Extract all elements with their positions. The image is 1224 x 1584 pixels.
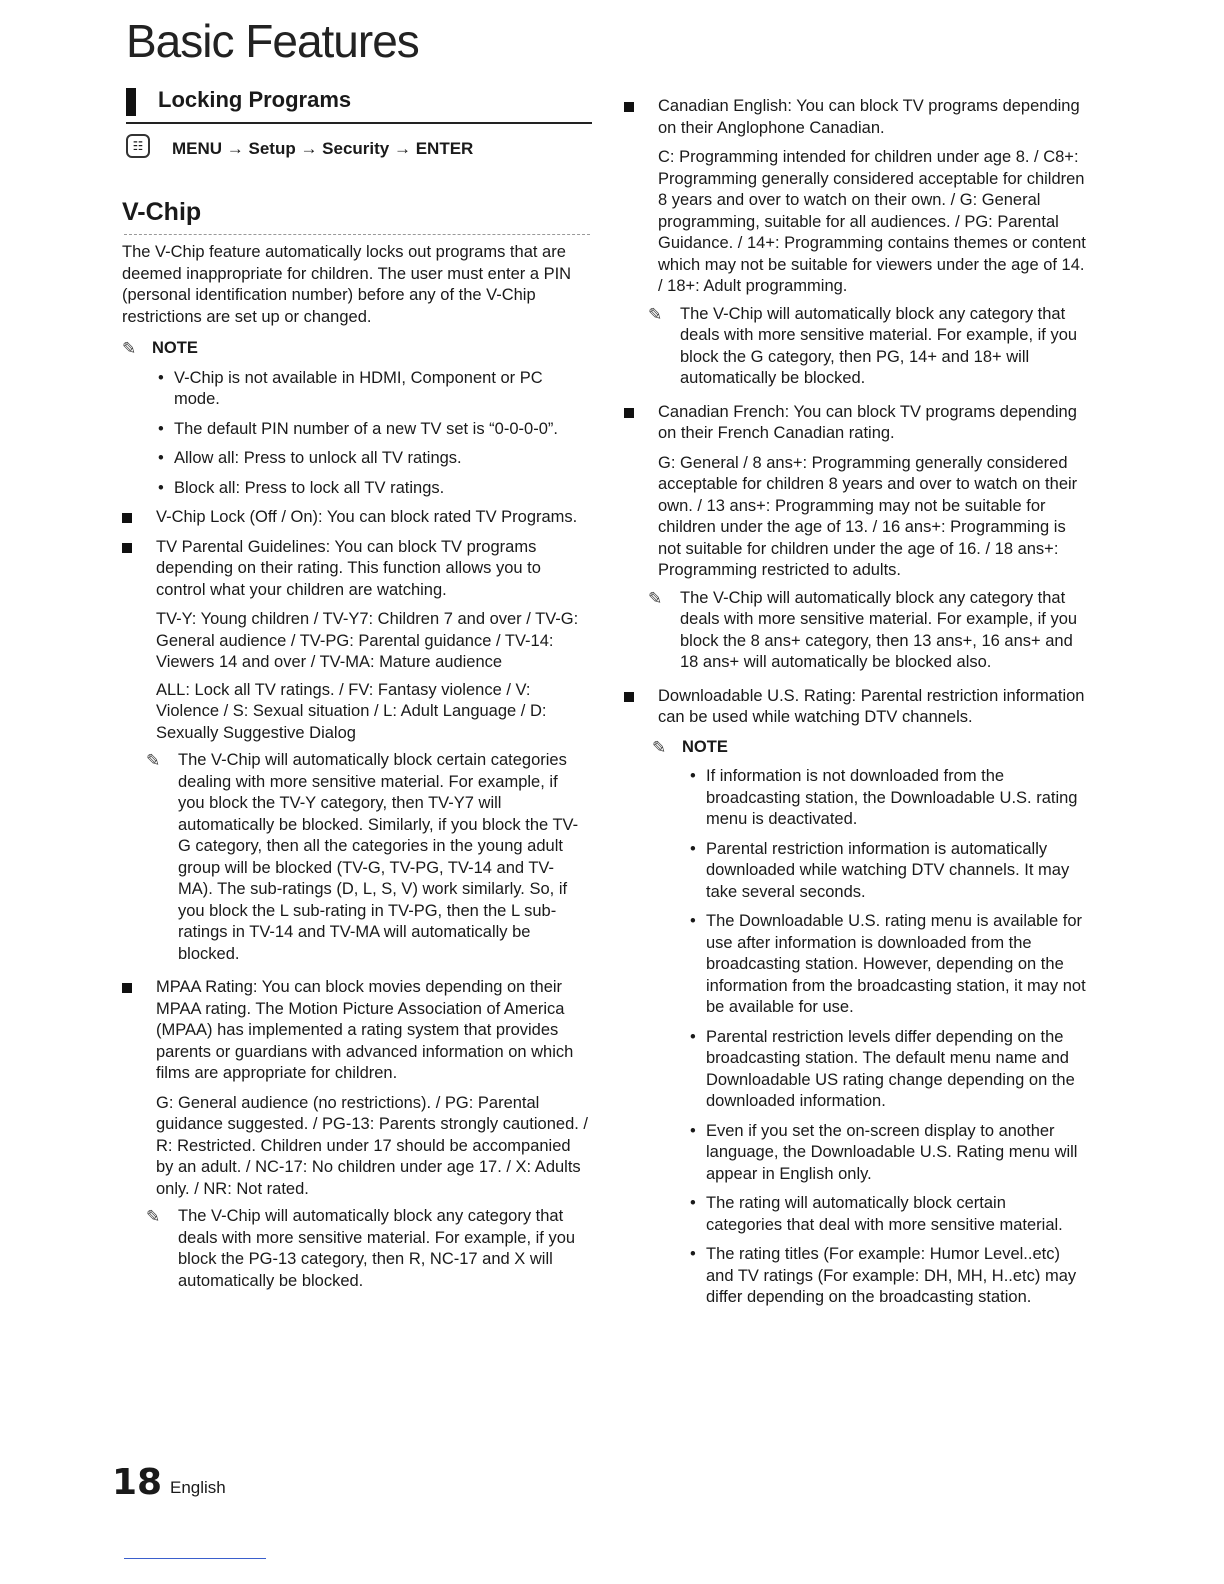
list-item: • If information is not downloaded from the broadcasting station, the Downloadable U.S. rating menu is deactivated. [688, 766, 1086, 831]
tv-guidelines-item: TV Parental Guidelines: You can block TV programs depending on their rating. This function allows you to control what your children are watching. [122, 537, 588, 602]
tv-subratings-list: ALL: Lock all TV ratings. / FV: Fantasy violence / V: Violence / S: Sexual situation / L: Adult Language / D: Sexually Suggestive Dialog [156, 680, 547, 742]
list-item: • The default PIN number of a new TV set is “0-0-0-0”. [156, 419, 588, 441]
mpaa-ratings-list: G: General audience (no restrictions). / PG: Parental guidance suggested. / PG-13: Parents strongly cautioned. / R: Restricted. Children under 17 should be accompanied by an adult. / NC-17: No children under age 17. / X: Adults only. / NR: Not rated. [156, 1093, 589, 1198]
square-bullet-icon [624, 692, 634, 702]
list-item: • The rating will automatically block certain categories that deal with more sensitive material. [688, 1193, 1086, 1236]
square-bullet-icon [122, 513, 132, 523]
page-number: 18 [112, 1462, 163, 1503]
section-heading: Locking Programs [158, 87, 352, 112]
square-bullet-icon [122, 983, 132, 993]
page-language: English [170, 1478, 226, 1497]
pencil-note-icon: ✎ [122, 339, 137, 358]
pencil-note-icon: ✎ [652, 737, 667, 757]
left-column [122, 242, 588, 1304]
vchip-lock-item: V-Chip Lock (Off / On): You can block rated TV Programs. [122, 507, 588, 529]
right-column [624, 96, 1086, 1317]
list-item: • Allow all: Press to unlock all TV ratings. [156, 448, 588, 470]
mpaa-note: ✎ The V-Chip will automatically block any category that deals with more sensitive material. For example, if you block the PG-13 category, then R, NC-17 and X will automatically be blocked. [146, 1207, 576, 1290]
note-list [122, 368, 588, 500]
tv-guidelines-note: ✎ The V-Chip will automatically block certain categories dealing with more sensitive material. For example, if you block the TV-Y category, then TV-Y7 will automatically be blocked. Similarly, if you block the TV-G category, then all the categories in the young adult group will be blocked (TV-G, TV-PG, TV-14 and TV-MA). The sub-ratings (D, L, S, V) work similarly. So, if you block the L sub-rating in TV-PG, then the L sub-ratings in TV-14 and TV-MA will automatically be blocked. [146, 751, 579, 963]
section-divider [126, 122, 592, 124]
vchip-intro: The V-Chip feature automatically locks out programs that are deemed inappropriate for children. The user must enter a PIN (personal identification number) before any of the V-Chip restrictions are set up or changed. [122, 243, 572, 326]
list-item: • V-Chip is not available in HDMI, Component or PC mode. [156, 368, 588, 411]
list-item: • The Downloadable U.S. rating menu is available for use after information is downloaded from the broadcasting station. However, depending on the information from the broadcasting station, it may not be available for use. [688, 911, 1086, 1019]
canadian-english-item: Canadian English: You can block TV programs depending on their Anglophone Canadian. [624, 96, 1086, 139]
list-item: • Parental restriction levels differ depending on the broadcasting station. The default menu name and Downloadable US rating change depending on the downloaded information. [688, 1027, 1086, 1113]
square-bullet-icon [122, 543, 132, 553]
canadian-french-item: Canadian French: You can block TV programs depending on their French Canadian rating. [624, 402, 1086, 445]
list-item: • Even if you set the on-screen display to another language, the Downloadable U.S. Rating menu will appear in English only. [688, 1121, 1086, 1186]
canadian-english-ratings: C: Programming intended for children under age 8. / C8+: Programming generally considered acceptable for children 8 years and over to watch on their own. / G: General programming, suitable for all audiences. / PG: Parental Guidance. / 14+: Programming contains themes or content which may not be suitable for viewers under the age of 14. / 18+: Adult programming. [658, 148, 1086, 295]
section-bar [126, 88, 136, 116]
remote-icon: ☷ [126, 134, 150, 158]
list-item: • The rating titles (For example: Humor Level..etc) and TV ratings (For example: DH, MH, H..etc) may differ depending on the broadcasting station. [688, 1244, 1086, 1309]
page-title: Basic Features [126, 15, 419, 67]
downloadable-note-list [624, 766, 1086, 1309]
list-item: • Block all: Press to lock all TV ratings. [156, 478, 588, 500]
pencil-note-icon: ✎ [648, 588, 663, 608]
footer-divider [124, 1558, 266, 1559]
square-bullet-icon [624, 102, 634, 112]
downloadable-rating-item: Downloadable U.S. Rating: Parental restriction information can be used while watching DTV channels. [624, 686, 1086, 729]
downloadable-note-heading: ✎ NOTE [652, 737, 728, 757]
menu-path: MENU → Setup → Security → ENTER [172, 139, 474, 158]
pencil-note-icon: ✎ [146, 751, 161, 770]
pencil-note-icon: ✎ [648, 304, 663, 324]
mpaa-item: MPAA Rating: You can block movies depending on their MPAA rating. The Motion Picture Association of America (MPAA) has implemented a rating system that provides parents or guardians with advanced information on which films are appropriate for children. [122, 977, 588, 1085]
canadian-french-note: ✎ The V-Chip will automatically block any category that deals with more sensitive material. For example, if you block the 8 ans+ category, then 13 ans+, 16 ans+ and 18 ans+ will automatically be blocked also. [648, 588, 1078, 671]
vchip-divider [124, 234, 590, 235]
square-bullet-icon [624, 408, 634, 418]
vchip-heading: V-Chip [122, 198, 202, 226]
tv-ratings-list: TV-Y: Young children / TV-Y7: Children 7 and over / TV-G: General audience / TV-PG: Parental guidance / TV-14: Viewers 14 and over / TV-MA: Mature audience [156, 610, 579, 671]
canadian-english-note: ✎ The V-Chip will automatically block any category that deals with more sensitive material. For example, if you block the G category, then PG, 14+ and 18+ will automatically be blocked. [648, 304, 1078, 387]
note-heading: ✎ NOTE [122, 339, 198, 358]
list-item: • Parental restriction information is automatically downloaded while watching DTV channels. It may take several seconds. [688, 839, 1086, 904]
canadian-french-ratings: G: General / 8 ans+: Programming generally considered acceptable for children 8 years and over to watch on their own. / 13 ans+: Programming may not be suitable for children under the age of 13. / 16 ans+: Programming is not suitable for children under the age of 16. / 18 ans+: Programming restricted to adults. [658, 453, 1078, 579]
pencil-note-icon: ✎ [146, 1207, 161, 1226]
